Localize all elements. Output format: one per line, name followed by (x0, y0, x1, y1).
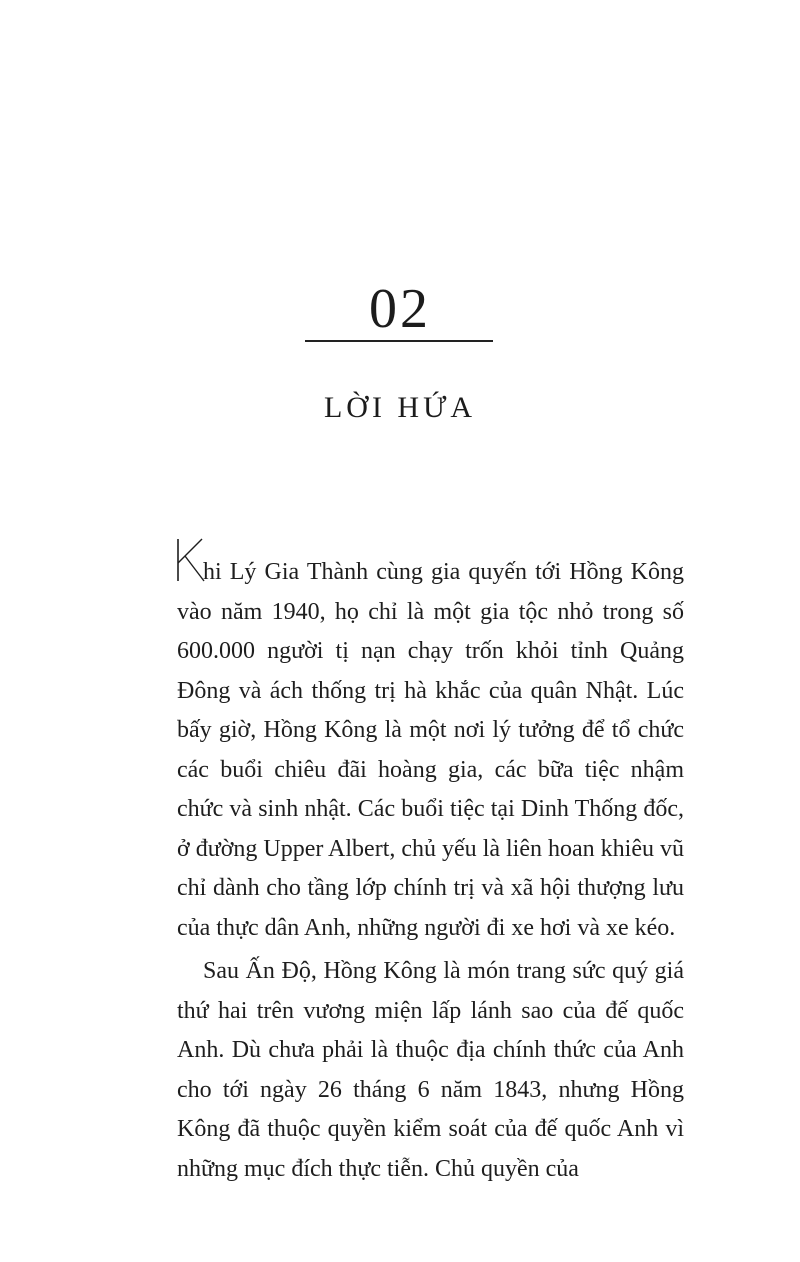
body-paragraph: hi Lý Gia Thành cùng gia quyến tới Hồng Kông vào năm 1940, họ chỉ là một gia tộc nhỏ trong số 600.000 người tị nạn chạy trốn khỏi tỉnh Quảng Đông và ách thống trị hà khắc của quân Nhật. Lúc bấy giờ, Hồng Kông là một nơi lý tưởng để tổ chức các buổi chiêu đãi hoàng gia, các bữa tiệc nhậm chức và sinh nhật. Các buổi tiệc tại Dinh Thống đốc, ở đường Upper Albert, chủ yếu là liên hoan khiêu vũ chỉ dành cho tầng lớp chính trị và xã hội thượng lưu của thực dân Anh, những người đi xe hơi và xe kéo. (177, 559, 684, 941)
chapter-body (177, 553, 684, 1189)
chapter-number: 02 (369, 278, 431, 340)
chapter-divider (305, 340, 493, 342)
chapter-title: LỜI HỨA (323, 391, 477, 424)
body-paragraph: Sau Ấn Độ, Hồng Kông là món trang sức quý giá thứ hai trên vương miện lấp lánh sao của đế quốc Anh. Dù chưa phải là thuộc địa chính thức của Anh cho tới ngày 26 tháng 6 năm 1843, nhưng Hồng Kông đã thuộc quyền kiểm soát của đế quốc Anh vì những mục đích thực tiễn. Chủ quyền của (177, 958, 684, 1182)
